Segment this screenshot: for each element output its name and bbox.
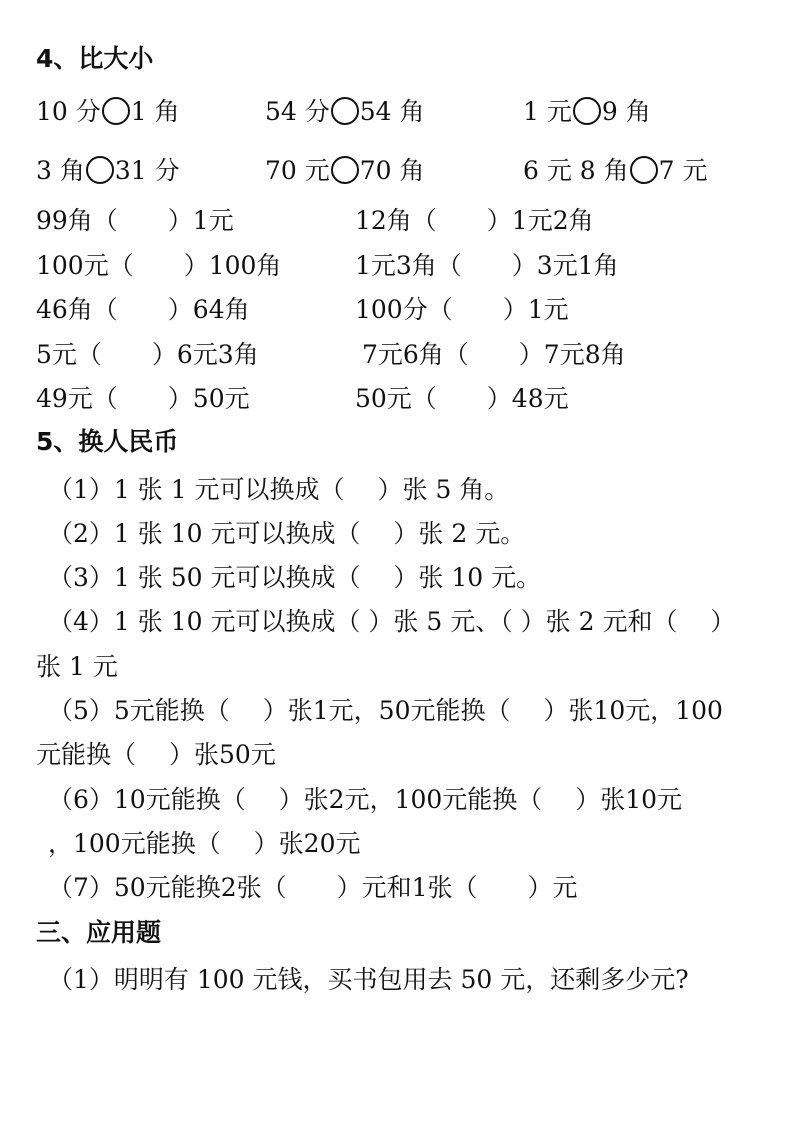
compare-item: 70 元 70 角: [265, 156, 425, 185]
compare-item[interactable]: 100元（ ）100角: [36, 251, 282, 280]
exchange-question-7[interactable]: （7）50元能换2张（ ）元和1张（ ）元: [48, 873, 578, 902]
compare-circle[interactable]: [86, 156, 114, 184]
exchange-question-3[interactable]: （3）1 张 50 元可以换成（ ）张 10 元。: [48, 563, 542, 592]
compare-item[interactable]: 7元6角（ ）7元8角: [362, 340, 626, 369]
exchange-question-1[interactable]: （1）1 张 1 元可以换成（ ）张 5 角。: [48, 475, 510, 504]
compare-item[interactable]: 12角（ ）1元2角: [355, 206, 594, 235]
compare-item[interactable]: 50元（ ）48元: [355, 384, 569, 413]
compare-item: 3 角 31 分: [36, 156, 180, 185]
word-problem-1: （1）明明有 100 元钱，买书包用去 50 元，还剩多少元?: [48, 965, 689, 994]
compare-item: 6 元 8 角 7 元: [523, 156, 708, 185]
exchange-question-5-cont[interactable]: 元能换（ ）张50元: [36, 740, 276, 769]
section-5-heading: 5、换人民币: [36, 427, 179, 456]
compare-item[interactable]: 100分（ ）1元: [355, 295, 569, 324]
compare-item: 10 分 1 角: [36, 97, 180, 126]
exchange-question-4[interactable]: （4）1 张 10 元可以换成（ ）张 5 元、（ ）张 2 元和（ ）: [48, 607, 736, 636]
compare-circle[interactable]: [573, 97, 601, 125]
section-4-heading: 4、比大小: [36, 44, 154, 73]
compare-item: 54 分 54 角: [265, 97, 425, 126]
exchange-question-5[interactable]: （5）5元能换（ ）张1元，50元能换（ ）张10元，100: [48, 696, 723, 725]
compare-circle[interactable]: [331, 156, 359, 184]
exchange-question-6[interactable]: （6）10元能换（ ）张2元，100元能换（ ）张10元: [48, 785, 683, 814]
compare-item[interactable]: 1元3角（ ）3元1角: [355, 251, 619, 280]
exchange-question-6-cont[interactable]: ，100元能换（ ）张20元: [48, 829, 361, 858]
exchange-question-4-cont: 张 1 元: [36, 652, 118, 681]
compare-item[interactable]: 5元（ ）6元3角: [36, 340, 259, 369]
compare-item: 1 元 9 角: [523, 97, 651, 126]
compare-circle[interactable]: [331, 97, 359, 125]
compare-circle[interactable]: [102, 97, 130, 125]
exchange-question-2[interactable]: （2）1 张 10 元可以换成（ ）张 2 元。: [48, 519, 526, 548]
compare-item[interactable]: 49元（ ）50元: [36, 384, 250, 413]
compare-item[interactable]: 99角（ ）1元: [36, 206, 234, 235]
section-3-heading: 三、应用题: [36, 918, 162, 947]
compare-circle[interactable]: [630, 156, 658, 184]
compare-item[interactable]: 46角（ ）64角: [36, 295, 250, 324]
